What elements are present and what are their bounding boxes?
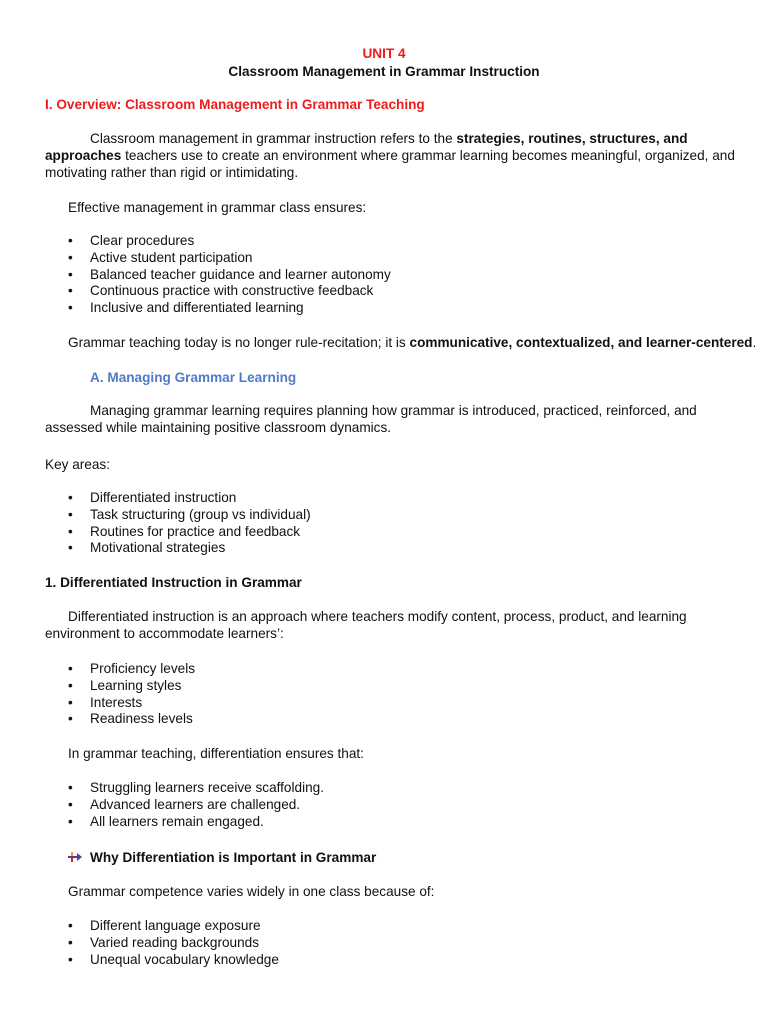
overview-text-b: teachers use to create an environment where grammar learning becomes meaningful, organized, and motivating rather than rigid or intimidating.	[45, 147, 735, 180]
statement-text-bold: communicative, contextualized, and learner-centered	[409, 335, 753, 350]
list-item: • Motivational strategies	[68, 540, 311, 557]
factors-list	[68, 661, 195, 728]
statement-text-b: .	[752, 335, 757, 350]
statement-text-a: Grammar teaching today is no longer rule-recitation; it is	[68, 335, 410, 350]
list-item: • Inclusive and differentiated learning	[68, 300, 391, 317]
grammar-teaching-statement	[68, 334, 756, 351]
why-heading-text: Why Differentiation is Important in Grammar	[90, 850, 377, 865]
list-item: • All learners remain engaged.	[68, 814, 324, 831]
overview-heading: I. Overview: Classroom Management in Grammar Teaching	[45, 97, 425, 112]
overview-text-a: Classroom management in grammar instruction refers to the	[90, 131, 457, 146]
list-item: • Readiness levels	[68, 711, 195, 728]
list-item: • Differentiated instruction	[68, 490, 311, 507]
list-item: • Interests	[68, 695, 195, 712]
list-item: • Continuous practice with constructive feedback	[68, 283, 391, 300]
list-item: • Learning styles	[68, 678, 195, 695]
arrow-bullet-icon	[68, 851, 82, 863]
list-item: • Active student participation	[68, 250, 391, 267]
document-title: Classroom Management in Grammar Instruction	[228, 64, 540, 79]
list-item: • Struggling learners receive scaffolding.	[68, 780, 324, 797]
list-item: • Proficiency levels	[68, 661, 195, 678]
list-item: • Different language exposure	[68, 918, 279, 935]
competence-intro: Grammar competence varies widely in one class because of:	[68, 884, 435, 899]
list-item: • Routines for practice and feedback	[68, 524, 311, 541]
list-item: • Task structuring (group vs individual)	[68, 507, 311, 524]
why-differentiation-heading	[68, 849, 376, 866]
section-1-paragraph: Differentiated instruction is an approach where teachers modify content, process, product, and learning environment to accommodate learners’:	[45, 609, 687, 641]
section-a-paragraph: Managing grammar learning requires planning how grammar is introduced, practiced, reinforced, and assessed while maintaining positive classroom dynamics.	[45, 403, 697, 435]
section-1-heading: 1. Differentiated Instruction in Grammar	[45, 575, 302, 590]
list-item: • Clear procedures	[68, 233, 391, 250]
unit-label: UNIT 4	[362, 46, 406, 61]
list-item: • Balanced teacher guidance and learner autonomy	[68, 267, 391, 284]
section-a-heading: A. Managing Grammar Learning	[90, 370, 297, 385]
overview-paragraph	[45, 131, 735, 181]
ensures-list	[68, 233, 391, 317]
ensures-intro: Effective management in grammar class ensures:	[68, 200, 367, 215]
outcomes-list	[68, 780, 324, 830]
differentiation-intro: In grammar teaching, differentiation ensures that:	[68, 746, 364, 761]
list-item: • Advanced learners are challenged.	[68, 797, 324, 814]
overview-text-bold: strategies, routines, structures, and approaches	[45, 131, 688, 163]
list-item: • Unequal vocabulary knowledge	[68, 952, 279, 969]
key-areas-label: Key areas:	[45, 457, 110, 472]
key-areas-list	[68, 490, 311, 557]
list-item: • Varied reading backgrounds	[68, 935, 279, 952]
reasons-list	[68, 918, 279, 968]
